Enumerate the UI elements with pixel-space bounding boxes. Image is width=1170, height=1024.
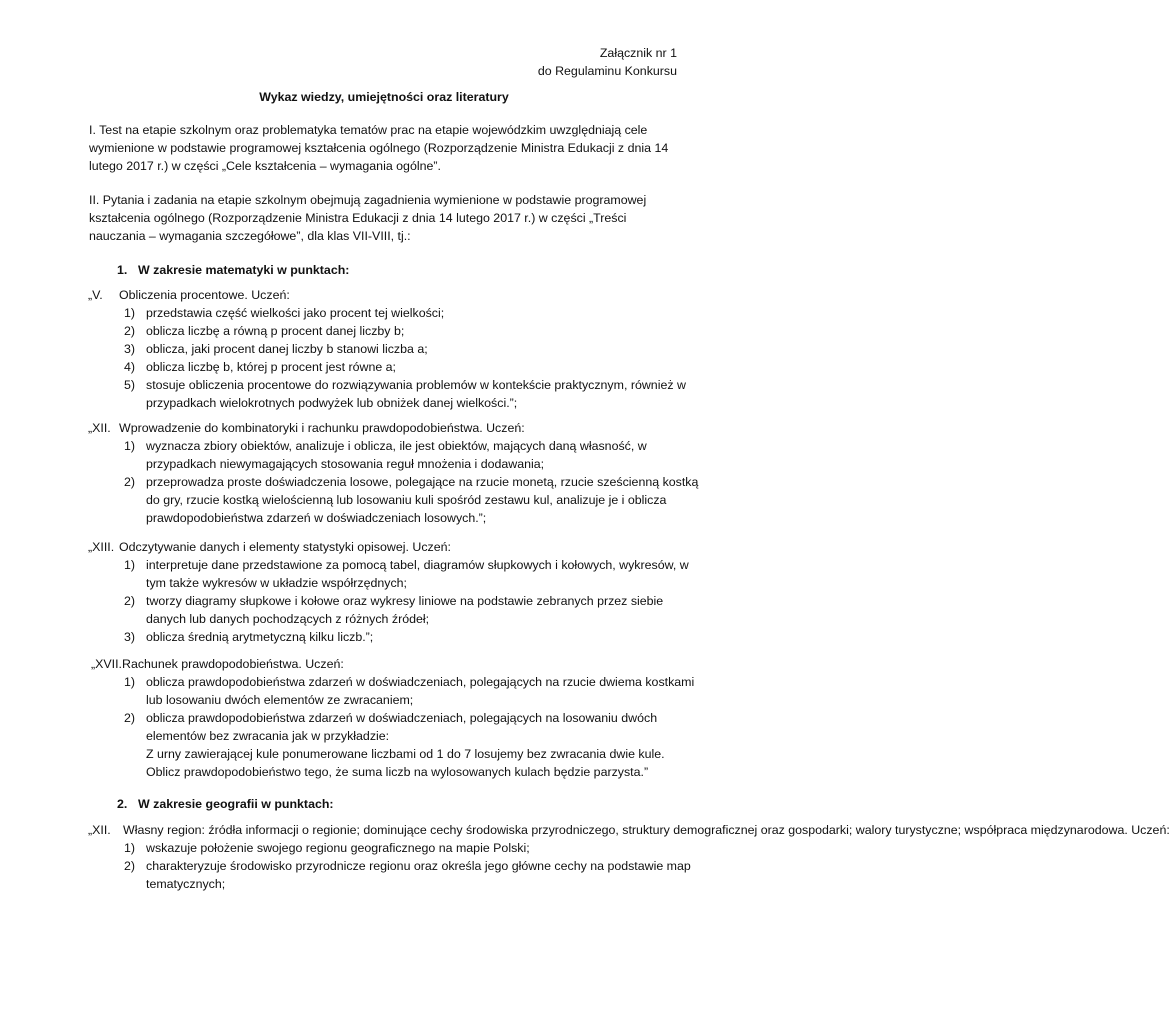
item-number: 4) bbox=[124, 360, 136, 374]
group-heading bbox=[88, 286, 698, 304]
item-number: 2) bbox=[124, 711, 136, 725]
group-title: Obliczenia procentowe. Uczeń: bbox=[119, 288, 290, 302]
section-number: 1. bbox=[117, 263, 128, 277]
item-text: oblicza prawdopodobieństwa zdarzeń w doświadczeniach, polegających na rzucie dwiema kostkami lub losowaniu dwóch elementów ze zwracaniem; bbox=[146, 675, 695, 707]
math-group-xii bbox=[88, 419, 702, 527]
item-list bbox=[88, 839, 698, 893]
list-item bbox=[88, 709, 698, 781]
group-heading bbox=[88, 821, 1170, 839]
list-item bbox=[88, 628, 698, 646]
item-number: 2) bbox=[124, 324, 136, 338]
item-list bbox=[88, 304, 698, 412]
list-item bbox=[88, 592, 698, 628]
section-math-heading bbox=[117, 261, 349, 279]
group-roman: „V. bbox=[88, 288, 103, 302]
list-item bbox=[88, 358, 698, 376]
group-title: Wprowadzenie do kombinatoryki i rachunku prawdopodobieństwa. Uczeń: bbox=[119, 421, 525, 435]
paragraph-goals: I. Test na etapie szkolnym oraz problematyka tematów prac na etapie wojewódzkim uwzględniają cele wymienione w podstawie programowej kształcenia ogólnego (Rozporządzenie Ministra Edukacji z dnia 14 lutego 2017 r.) w części „Cele kształcenia – wymagania ogólne”. bbox=[89, 123, 669, 173]
list-item bbox=[88, 340, 698, 358]
group-title: Odczytywanie danych i elementy statystyki opisowej. Uczeń: bbox=[119, 540, 451, 554]
item-number: 2) bbox=[124, 859, 136, 873]
item-text: tworzy diagramy słupkowe i kołowe oraz wykresy liniowe na podstawie zebranych przez siebie danych lub danych pochodzących z różnych źródeł; bbox=[146, 594, 664, 626]
item-number: 3) bbox=[124, 630, 136, 644]
item-text: charakteryzuje środowisko przyrodnicze regionu oraz określa jego główne cechy na podstawie map tematycznych; bbox=[146, 859, 691, 891]
list-item bbox=[88, 437, 702, 473]
section-number: 2. bbox=[117, 797, 128, 811]
item-text: wyznacza zbiory obiektów, analizuje i oblicza, ile jest obiektów, mających daną własność, w przypadkach niewymagających stosowania reguł mnożenia i dodawania; bbox=[146, 439, 647, 471]
list-item bbox=[88, 473, 702, 527]
group-roman: „XVII. bbox=[91, 657, 122, 671]
item-number: 5) bbox=[124, 378, 136, 392]
group-title: Własny region: źródła informacji o regionie; dominujące cechy środowiska przyrodniczego, struktury demograficznej oraz gospodarki; walory turystyczne; współpraca międzynarodowa. Uczeń: bbox=[123, 823, 1170, 837]
math-group-xiii bbox=[88, 538, 698, 646]
item-text: interpretuje dane przedstawione za pomocą tabel, diagramów słupkowych i kołowych, wykresów, w tym także wykresów w układzie współrzędnych; bbox=[146, 558, 689, 590]
section-title: W zakresie matematyki w punktach: bbox=[138, 263, 350, 277]
math-group-xvii bbox=[91, 655, 698, 781]
item-number: 2) bbox=[124, 594, 136, 608]
item-text: wskazuje położenie swojego regionu geograficznego na mapie Polski; bbox=[146, 841, 530, 855]
list-item bbox=[88, 839, 698, 857]
item-text: oblicza, jaki procent danej liczby b stanowi liczba a; bbox=[146, 342, 428, 356]
group-roman: „XII. bbox=[88, 421, 111, 435]
item-number: 1) bbox=[124, 558, 136, 572]
attachment-number: Załącznik nr 1 bbox=[599, 46, 677, 60]
item-number: 1) bbox=[124, 675, 136, 689]
group-heading bbox=[88, 419, 702, 437]
item-number: 1) bbox=[124, 439, 136, 453]
item-number: 3) bbox=[124, 342, 136, 356]
document-title: Wykaz wiedzy, umiejętności oraz literatury bbox=[259, 90, 509, 104]
item-text: oblicza liczbę a równą p procent danej liczby b; bbox=[146, 324, 405, 338]
item-number: 1) bbox=[124, 306, 136, 320]
group-heading bbox=[91, 655, 698, 673]
list-item bbox=[88, 556, 698, 592]
group-title: Rachunek prawdopodobieństwa. Uczeń: bbox=[122, 657, 344, 671]
list-item bbox=[88, 857, 698, 893]
group-roman: „XIII. bbox=[88, 540, 115, 554]
item-text: przedstawia część wielkości jako procent tej wielkości; bbox=[146, 306, 445, 320]
item-text: przeprowadza proste doświadczenia losowe, polegające na rzucie monetą, rzucie sześcienną kostką do gry, rzucie kostką wielościenną lub losowaniu kuli spośród zestawu kul, analizuje je i oblicza prawdopodobieństwa zdarzeń w doświadczeniach losowych.”; bbox=[146, 475, 699, 525]
group-roman: „XII. bbox=[88, 823, 111, 837]
item-text: stosuje obliczenia procentowe do rozwiązywania problemów w kontekście praktycznym, również w przypadkach wielokrotnych podwyżek lub obniżek danej wielkości.”; bbox=[146, 378, 686, 410]
example-task: Z urny zawierającej kule ponumerowane liczbami od 1 do 7 losujemy bez zwracania dwie kule. Oblicz prawdopodobieństwo tego, że suma liczb na wylosowanych kulach będzie parzysta.” bbox=[146, 747, 665, 779]
item-number: 1) bbox=[124, 841, 136, 855]
item-list bbox=[88, 673, 698, 781]
item-list bbox=[88, 437, 702, 527]
attachment-header bbox=[538, 44, 677, 80]
list-item bbox=[88, 304, 698, 322]
attachment-reference: do Regulaminu Konkursu bbox=[537, 64, 677, 78]
list-item bbox=[88, 322, 698, 340]
math-group-v bbox=[88, 286, 698, 412]
geo-group-xii bbox=[88, 821, 1170, 893]
item-list bbox=[88, 556, 698, 646]
group-heading bbox=[88, 538, 698, 556]
item-main-text: oblicza prawdopodobieństwa zdarzeń w doświadczeniach, polegających na losowaniu dwóch elementów bez zwracania jak w przykładzie: bbox=[146, 711, 658, 743]
paragraph-content: II. Pytania i zadania na etapie szkolnym obejmują zagadnienia wymienione w podstawie programowej kształcenia ogólnego (Rozporządzenie Ministra Edukacji z dnia 14 lutego 2017 r.) w części „Treści nauczania – wymagania szczegółowe”, dla klas VII-VIII, tj.: bbox=[89, 193, 647, 243]
list-item bbox=[88, 376, 698, 412]
section-geography-heading bbox=[117, 795, 334, 813]
list-item bbox=[88, 673, 698, 709]
item-text bbox=[146, 709, 698, 781]
section-title: W zakresie geografii w punktach: bbox=[138, 797, 334, 811]
item-text: oblicza liczbę b, której p procent jest równe a; bbox=[146, 360, 397, 374]
item-number: 2) bbox=[124, 475, 136, 489]
item-text: oblicza średnią arytmetyczną kilku liczb.”; bbox=[146, 630, 374, 644]
